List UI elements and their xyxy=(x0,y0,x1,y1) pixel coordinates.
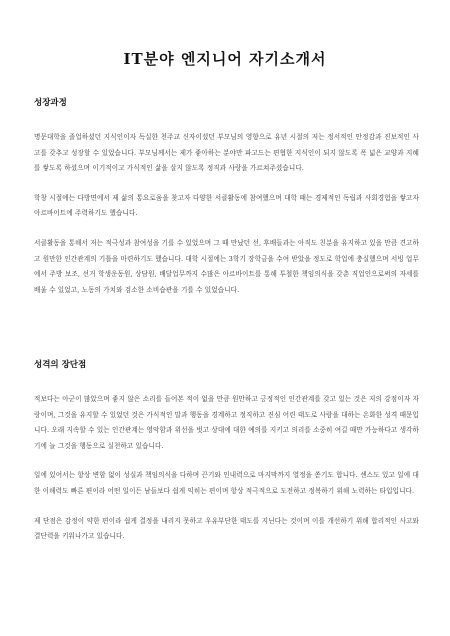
paragraph: 학창 시절에는 다방면에서 제 삶의 통요로움을 찾고자 다양한 서클활동에 참여했으며 대학 때는 경제적인 독립과 사회경험을 쌓고자 아르바이트에 주력하기도 했습니다. xyxy=(34,193,419,218)
paragraph: 명문대학을 졸업하셨던 지식인이자 독실한 천주교 신자이셨던 부모님의 영향으로 유년 시절의 저는 정서적인 안정감과 진보적인 사고를 갖추고 성장할 수 있었습니다. 부모님께서는 제가 좋아하는 분야만 파고드는 편협한 지식인이 되지 않도록 폭 넓은 교양과 지혜를 쌓도록 하셨으며 이기적이고 가식적인 삶을 살지 않도록 정직과 사랑을 가르쳐주셨습니다. xyxy=(34,133,419,173)
paragraph: 제 단점은 감정이 약한 편이라 쉽게 결정을 내리지 못하고 우유부단한 태도를 지닌다는 것이며 이를 개선하기 위해 합리적인 사고와 결단력을 키워나가고 있습니다. xyxy=(34,516,419,541)
section-growth xyxy=(34,96,419,312)
paragraph: 서클활동을 통해서 저는 적극성과 참여성을 기를 수 있었으며 그 때 만났던 선, 후배들과는 아직도 친분을 유지하고 있을 만큼 견고하고 원만한 인간관계의 기틀을 마련하기도 했습니다. 대학 시절에는 3학기 장학금을 수여 받았을 정도로 학업에 충실했으며 서빙 업무에서 주방 보조, 선거 학생운동원, 상담원, 배달업무까지 수많은 아르바이트를 통해 투철한 책임의식을 갖춘 직업인으로써의 자세를 배울 수 있었고, 노동의 가치와 검소한 소비습관을 기를 수 있었습니다. xyxy=(34,238,419,294)
section-heading: 성장과정 xyxy=(34,98,67,108)
document-title: IT분야 엔지니어 자기소개서 xyxy=(123,50,327,68)
paragraph: 일에 있어서는 항상 변함 없이 성실과 책임의식을 다하며 끈기와 인내력으로 마지막까지 열정을 쏟기도 합니다. 센스도 있고 일에 대한 이해력도 빠른 편이라 어떤 일이든 남들보다 쉽게 익히는 편이며 항상 적극적으로 도전하고 정복하기 위해 노력하는 타입입니다. xyxy=(34,471,419,495)
paragraph: 적보다는 아군이 많았으며 좋지 않은 소리를 들어본 적이 없을 만큼 원만하고 긍정적인 인간관계를 갖고 있는 것은 저의 강점이자 자랑이며, 그것을 유지할 수 있었던 것은 가식적인 말과 행동을 경계하고 정직하고 진심 어린 태도로 사람을 대하는 온화한 성격 때문입니다. 오래 지속할 수 있는 인간관계는 영악함과 위선을 벗고 상대에 대한 예의를 지키고 의리를 소중히 여길 때만 가능하다고 생각하기에 늘 그것을 행동으로 실천하고 있습니다. xyxy=(34,395,419,450)
section-heading: 성격의 장단점 xyxy=(34,360,87,370)
section-personality xyxy=(34,358,419,559)
